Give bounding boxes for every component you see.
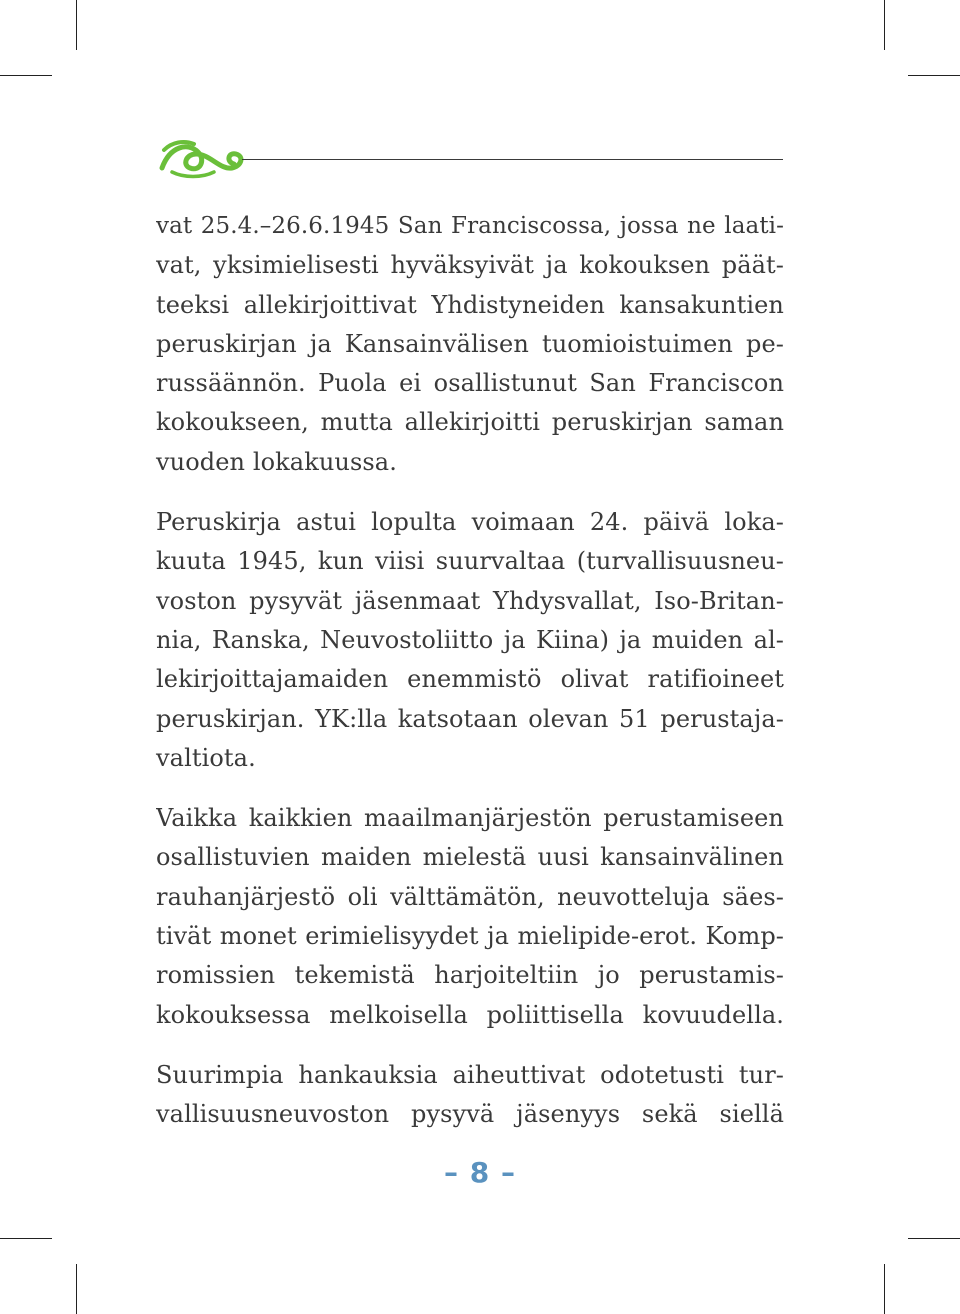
text-line: rauhanjärjestö oli välttämätön, neuvotteluja säes- [156, 882, 784, 911]
text-line: vallisuusneuvoston pysyvä jäsenyys sekä siellä [156, 1100, 784, 1129]
crop-mark-top-right-horizontal [908, 75, 960, 76]
paragraph-2 [156, 503, 784, 778]
text-line: kokouksessa melkoisella poliittisella kovuudella. [156, 1000, 784, 1029]
swirl-ornament-icon [154, 128, 250, 184]
text-line: valtiota. [156, 743, 256, 772]
text-line: lekirjoittajamaiden enemmistö olivat ratifioineet [156, 665, 784, 694]
text-line: kokoukseen, mutta allekirjoitti peruskirjan saman [156, 408, 784, 437]
text-line: nia, Ranska, Neuvostoliitto ja Kiina) ja muiden al- [156, 625, 784, 654]
text-line: vuoden lokakuussa. [156, 447, 397, 476]
page-number: – 8 – [444, 1156, 516, 1189]
crop-mark-top-left-vertical [76, 0, 77, 50]
text-line: peruskirjan. YK:lla katsotaan olevan 51 perustaja- [156, 704, 784, 733]
text-line: romissien tekemistä harjoiteltiin jo perustamis- [156, 961, 784, 990]
header-rule [242, 159, 783, 160]
crop-mark-top-right-vertical [884, 0, 885, 50]
text-line: russäännön. Puola ei osallistunut San Franciscon [156, 369, 784, 398]
text-line: tivät monet erimielisyydet ja mielipide-erot. Komp- [156, 922, 784, 951]
paragraph-3 [156, 799, 784, 1035]
text-line: peruskirjan ja Kansainvälisen tuomioistuimen pe- [156, 329, 784, 358]
paragraph-4 [156, 1056, 784, 1135]
text-line: vat 25.4.–26.6.1945 San Franciscossa, jossa ne laati- [156, 213, 784, 239]
paragraph-1 [156, 207, 784, 482]
crop-mark-bottom-right-vertical [884, 1264, 885, 1314]
text-line: kuuta 1945, kun viisi suurvaltaa (turvallisuusneu- [156, 547, 784, 576]
text-line: teeksi allekirjoittivat Yhdistyneiden kansakuntien [156, 290, 784, 319]
crop-mark-top-left-horizontal [0, 75, 52, 76]
body-text [156, 207, 784, 1135]
text-line: vat, yksimielisesti hyväksyivät ja kokouksen päät- [156, 251, 784, 280]
text-line: Suurimpia hankauksia aiheuttivat odotetusti tur- [156, 1060, 784, 1089]
crop-mark-bottom-left-vertical [76, 1264, 77, 1314]
crop-mark-bottom-right-horizontal [908, 1238, 960, 1239]
text-line: voston pysyvät jäsenmaat Yhdysvallat, Iso-Britan- [156, 586, 784, 615]
text-line: osallistuvien maiden mielestä uusi kansainvälinen [156, 843, 784, 872]
text-line: Peruskirja astui lopulta voimaan 24. päivä loka- [156, 508, 784, 537]
crop-mark-bottom-left-horizontal [0, 1238, 52, 1239]
text-line: Vaikka kaikkien maailmanjärjestön perustamiseen [156, 804, 784, 833]
